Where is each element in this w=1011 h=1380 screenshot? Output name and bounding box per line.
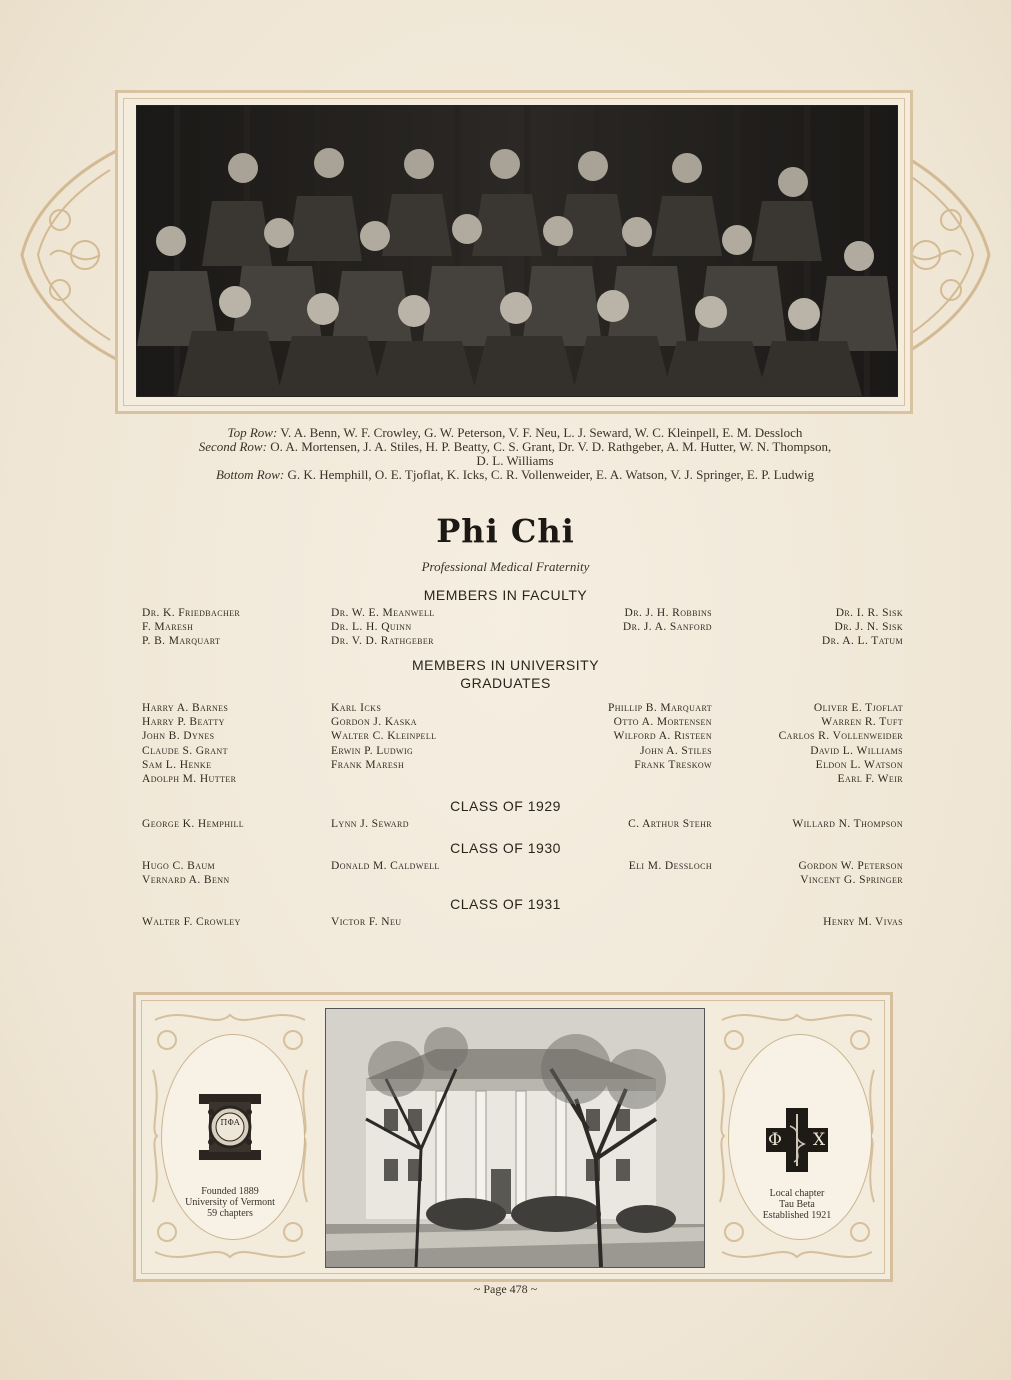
member-name: Dr. J. H. Robbins — [624, 607, 712, 619]
member-name: Gordon W. Peterson — [798, 860, 903, 872]
member-name: Dr. L. H. Quinn — [331, 621, 412, 634]
faculty-heading: MEMBERS IN FACULTY — [423, 587, 588, 603]
right-oval-line-2: Tau Beta — [779, 1199, 815, 1210]
chi-letter: Χ — [812, 1130, 826, 1150]
graduates-col-1 — [142, 701, 236, 786]
class-1929-col-4 — [792, 817, 903, 831]
member-name: Walter C. Kleinpell — [331, 730, 437, 743]
graduates-col-2 — [331, 701, 436, 772]
member-name: Eli M. Dessloch — [628, 860, 712, 872]
member-name: Otto A. Mortensen — [613, 716, 712, 729]
caption-bottom-label: Bottom Row: — [215, 467, 285, 482]
member-name: Gordon J. Kaska — [331, 716, 417, 729]
left-oval-line-1: Founded 1889 — [201, 1186, 259, 1197]
member-name: Phillip B. Marquart — [607, 702, 712, 714]
member-name: John B. Dynes — [142, 730, 215, 743]
group-photo — [136, 105, 898, 397]
member-name: Willard N. Thompson — [792, 818, 903, 830]
member-name: Walter F. Crowley — [142, 916, 241, 928]
graduates-col-3 — [608, 701, 712, 772]
member-name: Harry A. Barnes — [142, 702, 229, 714]
faculty-col-3 — [623, 606, 712, 634]
faculty-col-4 — [822, 606, 903, 649]
class-1930-col-1 — [142, 859, 230, 887]
caption-second-continued: D. L. Williams — [476, 453, 554, 468]
member-name: Dr. J. N. Sisk — [834, 621, 903, 634]
caption-top-label: Top Row: — [227, 425, 278, 440]
member-name: Earl F. Weir — [837, 772, 903, 785]
class-1929-col-1 — [142, 817, 244, 831]
class-1931-col-2 — [331, 915, 401, 929]
right-oval-line-1: Local chapter — [769, 1188, 825, 1199]
faculty-col-2 — [331, 606, 435, 649]
member-name: Donald M. Caldwell — [331, 860, 440, 872]
left-oval-panel — [145, 1000, 315, 1272]
member-name: Dr. I. R. Sisk — [835, 607, 903, 619]
member-name: John A. Stiles — [640, 744, 712, 757]
member-name: Carlos R. Vollenweider — [778, 730, 903, 743]
member-name: Adolph M. Hutter — [142, 772, 237, 785]
class-1930-col-2 — [331, 859, 440, 873]
university-heading: MEMBERS IN UNIVERSITY — [411, 657, 600, 673]
page-number: ~ Page 478 ~ — [473, 1282, 538, 1296]
graduates-heading: GRADUATES — [460, 675, 551, 691]
member-name: Dr. W. E. Meanwell — [331, 607, 435, 619]
member-name: F. Maresh — [142, 621, 194, 634]
left-oval-line-2: University of Vermont — [185, 1197, 275, 1208]
member-name: Warren R. Tuft — [821, 716, 903, 729]
member-name: Karl Icks — [331, 702, 382, 714]
member-name: Henry M. Vivas — [823, 916, 903, 928]
member-name: C. Arthur Stehr — [628, 818, 712, 830]
member-name: Lynn J. Seward — [331, 818, 409, 830]
member-name: David L. Williams — [810, 744, 903, 757]
phi-letter: Φ — [768, 1130, 782, 1150]
class-1929-col-3 — [628, 817, 712, 831]
member-name: Hugo C. Baum — [142, 860, 216, 872]
scroll-ornament-left — [20, 140, 120, 370]
caption-second-names: O. A. Mortensen, J. A. Stiles, H. P. Beatty, C. S. Grant, Dr. V. D. Rathgeber, A. M. Hutter, W. N. Thompson, — [270, 439, 832, 454]
member-name: Frank Maresh — [331, 758, 405, 771]
class-1931-col-1 — [142, 915, 241, 929]
member-name: Eldon L. Watson — [815, 758, 903, 771]
faculty-col-1 — [142, 606, 240, 649]
member-name: Vincent G. Springer — [800, 874, 903, 887]
left-oval-line-3: 59 chapters — [207, 1208, 253, 1219]
caption-top-names: V. A. Benn, W. F. Crowley, G. W. Peterson, V. F. Neu, L. J. Seward, W. C. Kleinpell, E. M. Dessloch — [280, 425, 803, 440]
class-1930-heading: CLASS OF 1930 — [450, 840, 561, 856]
right-oval-panel — [712, 1000, 882, 1272]
graduates-col-4 — [779, 701, 903, 786]
member-name: Harry P. Beatty — [142, 716, 225, 729]
right-oval-line-3: Established 1921 — [762, 1210, 832, 1221]
chapter-house-photo — [325, 1008, 705, 1268]
class-1930-col-4 — [798, 859, 903, 887]
member-name: Dr. V. D. Rathgeber — [331, 635, 434, 648]
caption-bottom-names: G. K. Hemphill, O. E. Tjoflat, K. Icks, C. R. Vollenweider, E. A. Watson, V. J. Springer, E. P. Ludwig — [287, 467, 815, 482]
member-name: Wilford A. Risteen — [613, 730, 712, 743]
pin-letters: ΠΦΑ — [220, 1118, 240, 1127]
class-1929-heading: CLASS OF 1929 — [450, 798, 561, 814]
member-name: Sam L. Henke — [142, 758, 212, 771]
caption-second-label: Second Row: — [198, 439, 267, 454]
member-name: Frank Treskow — [634, 758, 712, 771]
member-name: P. B. Marquart — [142, 635, 221, 648]
class-1931-heading: CLASS OF 1931 — [450, 896, 561, 912]
fraternity-title: Phi Chi — [436, 512, 575, 550]
fraternity-pin-icon — [197, 1092, 263, 1162]
member-name: Erwin P. Ludwig — [331, 744, 414, 757]
class-1929-col-2 — [331, 817, 409, 831]
member-name: Oliver E. Tjoflat — [813, 702, 903, 714]
member-name: Victor F. Neu — [331, 916, 402, 928]
member-name: Dr. A. L. Tatum — [821, 635, 903, 648]
member-name: George K. Hemphill — [142, 818, 245, 830]
class-1930-col-3 — [629, 859, 712, 873]
class-1931-col-4 — [823, 915, 903, 929]
member-name: Vernard A. Benn — [142, 874, 230, 887]
photo-caption — [120, 426, 910, 482]
member-name: Claude S. Grant — [142, 744, 228, 757]
fraternity-subtitle: Professional Medical Fraternity — [421, 559, 590, 574]
member-name: Dr. J. A. Sanford — [622, 621, 712, 634]
member-name: Dr. K. Friedbacher — [142, 607, 241, 619]
